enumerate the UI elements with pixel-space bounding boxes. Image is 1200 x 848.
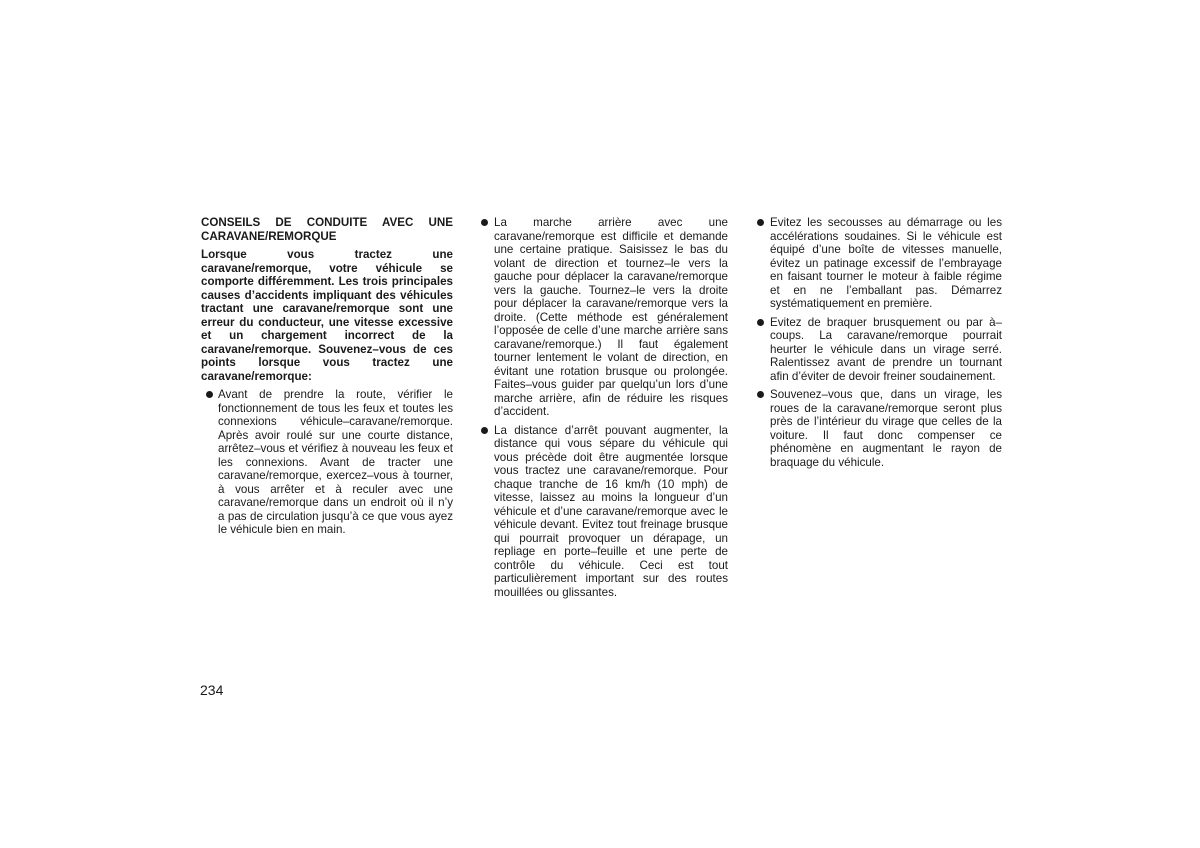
bullet-icon [481,219,488,226]
bullet-icon [206,391,213,398]
list-item-text: Evitez les secousses au démarrage ou les accélérations soudaines. Si le véhicule est équipé d’une boîte de vitesses manuelle, évitez un patinage excessif de l’embrayage en faisant tourner le moteur à faible régime et en ne l’emballant pas. Démarrez systématiquement en première. [770,216,1002,310]
bullet-icon [757,319,764,326]
list-item-text: Souvenez–vous que, dans un virage, les roues de la caravane/remorque seront plus près de l’intérieur du virage que celles de la voiture. Il faut donc compenser ce phénomène en augmentant le rayon de braquage du véhicule. [770,388,1002,469]
bullet-icon [757,391,764,398]
bullet-icon [757,219,764,226]
column-middle [478,216,728,604]
list-item [754,216,1002,311]
list-item [201,388,453,537]
list-item-text: Evitez de braquer brusquement ou par à–coups. La caravane/remorque pourrait heurter le véhicule dans un virage serré. Ralentissez avant de prendre un tournant afin d’éviter de devoir freiner soudainement. [770,315,1002,383]
column-right [754,216,1002,474]
column-left [201,216,453,542]
page-number: 234 [200,682,224,698]
list-item [478,216,728,419]
section-intro: Lorsque vous tractez une caravane/remorque, votre véhicule se comporte différemment. Les trois principales causes d’accidents impliquant des véhicules tractant une caravane/remorque sont une erreur du conducteur, une vitesse excessive et un chargement incorrect de la caravane/remorque. Souvenez–vous de ces points lorsque vous tractez une caravane/remorque: [201,248,453,383]
list-item [478,424,728,600]
list-item-text: La distance d’arrêt pouvant augmenter, la distance qui vous sépare du véhicule qui vous précède doit être augmentée lorsque vous tractez une caravane/remorque. Pour chaque tranche de 16 km/h (10 mph) de vitesse, laissez au moins la longueur d’un véhicule et d’une caravane/remorque avec le véhicule devant. Evitez tout freinage brusque qui pourrait provoquer un dérapage, un repliage en porte–feuille et une perte de contrôle du véhicule. Ceci est tout particulièrement important sur des routes mouillées ou glissantes. [494,423,728,599]
bullet-icon [481,427,488,434]
list-item [754,316,1002,384]
list-item [754,388,1002,469]
list-item-text: Avant de prendre la route, vérifier le fonctionnement de tous les feux et toutes les connexions véhicule–caravane/remorque. Après avoir roulé sur une courte distance, arrêtez–vous et vérifiez à nouveau les feux et les connexions. Avant de tracter une caravane/remorque, exercez–vous à tourner, à vous arrêter et à reculer avec une caravane/remorque dans un endroit où il n’y a pas de circulation jusqu’à ce que vous ayez le véhicule bien en main. [218,388,453,536]
section-heading: CONSEILS DE CONDUITE AVEC UNE CARAVANE/REMORQUE [201,216,453,243]
list-item-text: La marche arrière avec une caravane/remorque est difficile et demande une certaine pratique. Saisissez le bas du volant de direction et tournez–le vers la gauche pour déplacer la caravane/remorque vers la gauche. Tournez–le vers la droite pour déplacer la caravane/remorque vers la droite. (Cette méthode est généralement l’opposée de celle d’une marche arrière sans caravane/remorque.) Il faut également tourner lentement le volant de direction, en évitant une rotation brusque ou prolongée. Faites–vous guider par quelqu’un lors d’une marche arrière, afin de réduire les risques d’accident. [494,216,728,418]
